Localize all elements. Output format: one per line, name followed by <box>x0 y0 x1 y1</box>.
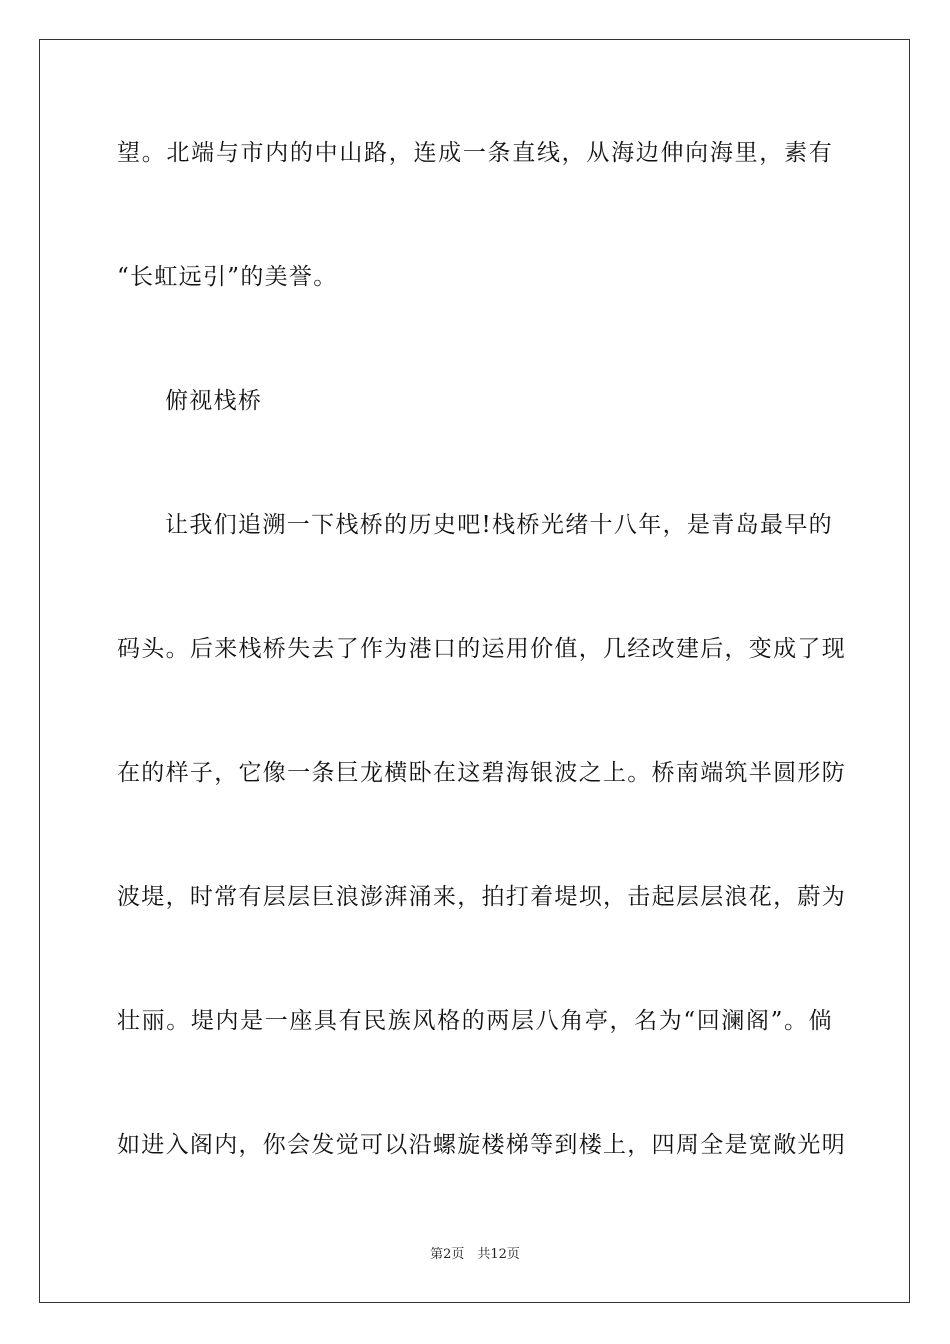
body-text-line: 如进入阁内，你会发觉可以沿螺旋楼梯等到楼上，四周全是宽敞光明 <box>117 1132 846 1158</box>
page-number-footer: 第2页 共12页 <box>430 1247 520 1262</box>
body-text-line: 壮丽。堤内是一座具有民族风格的两层八角亭，名为“回澜阁”。倘 <box>117 1008 833 1034</box>
body-text-line: “长虹远引”的美誉。 <box>117 264 338 290</box>
body-text-line: 码头。后来栈桥失去了作为港口的运用价值，几经改建后，变成了现 <box>117 636 846 662</box>
body-text-line: 在的样子，它像一条巨龙横卧在这碧海银波之上。桥南端筑半圆形防 <box>117 760 846 786</box>
section-heading: 俯视栈桥 <box>165 388 263 414</box>
body-text-line: 望。北端与市内的中山路，连成一条直线，从海边伸向海里，素有 <box>117 140 833 166</box>
page-border <box>39 39 910 1303</box>
body-text-line: 波堤，时常有层层巨浪澎湃涌来，拍打着堤坝，击起层层浪花，蔚为 <box>117 884 846 910</box>
body-text-line: 让我们追溯一下栈桥的历史吧!栈桥光绪十八年，是青岛最早的 <box>165 512 833 538</box>
